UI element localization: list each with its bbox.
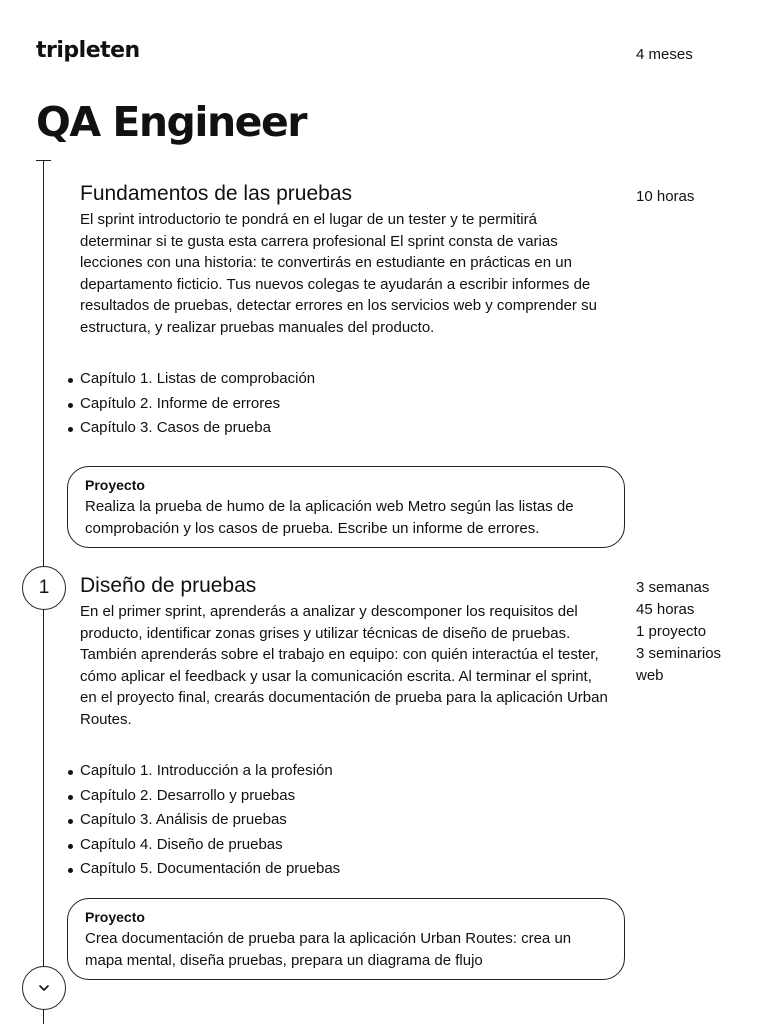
list-item: Capítulo 4. Diseño de pruebas xyxy=(66,833,340,858)
chapter-list xyxy=(66,367,315,441)
program-duration: 4 meses xyxy=(636,46,693,63)
list-item: Capítulo 1. Introducción a la profesión xyxy=(66,759,340,784)
project-label: Proyecto xyxy=(85,477,145,493)
section-description: El sprint introductorio te pondrá en el lugar de un tester y te permitirá determinar si te gusta esta carrera profesional El sprint consta de varias lecciones con una historia: te convertirás en estudiante en prácticas en un departamento ficticio. Tus nuevos colegas te ayudarán a escribir informes de resultados de pruebas, detectar errores en los servicios web y comprender su estructura, y realizar pruebas manuales del producto. xyxy=(80,211,597,336)
project-card xyxy=(67,898,625,980)
stat-hours: 10 horas xyxy=(636,188,695,205)
list-item: Capítulo 3. Casos de prueba xyxy=(66,416,315,441)
timeline-start-tick xyxy=(36,160,51,161)
project-card xyxy=(67,466,625,548)
section-title: Fundamentos de las pruebas xyxy=(80,182,353,205)
section-description: En el primer sprint, aprenderás a analizar y descomponer los requisitos del producto, identificar zonas grises y utilizar técnicas de diseño de pruebas. También aprenderás sobre el trabajo en equipo: con quién interactúa el tester, cómo aplicar el feedback y usar la comunicación escrita. Al terminar el sprint, en el proyecto final, crearás documentación de prueba para la aplicación Urban Routes. xyxy=(80,603,608,728)
stat-seminars: 3 seminarios web xyxy=(636,645,722,684)
list-item: Capítulo 2. Desarrollo y pruebas xyxy=(66,784,340,809)
project-label: Proyecto xyxy=(85,909,145,925)
project-text: Crea documentación de prueba para la aplicación Urban Routes: crea un mapa mental, diseña pruebas, prepara un diagrama de flujo xyxy=(85,930,572,969)
step-number: 1 xyxy=(38,577,50,598)
section-stats xyxy=(636,186,694,208)
logo: tripleten xyxy=(36,38,140,63)
list-item: Capítulo 3. Análisis de pruebas xyxy=(66,808,340,833)
chapter-list xyxy=(66,759,340,882)
stat-weeks: 3 semanas xyxy=(636,579,710,596)
list-item: Capítulo 2. Informe de errores xyxy=(66,392,315,417)
chevron-down-icon xyxy=(37,981,51,995)
stat-projects: 1 proyecto xyxy=(636,623,707,640)
list-item: Capítulo 1. Listas de comprobación xyxy=(66,367,315,392)
section-stats xyxy=(636,577,746,687)
project-text: Realiza la prueba de humo de la aplicación web Metro según las listas de comprobación y los casos de prueba. Escribe un informe de errores. xyxy=(85,498,574,537)
expand-button[interactable] xyxy=(22,966,66,1010)
list-item: Capítulo 5. Documentación de pruebas xyxy=(66,857,340,882)
step-number-badge xyxy=(22,566,66,610)
section-title: Diseño de pruebas xyxy=(80,574,257,597)
stat-hours: 45 horas xyxy=(636,601,695,618)
page-title: QA Engineer xyxy=(36,98,306,146)
